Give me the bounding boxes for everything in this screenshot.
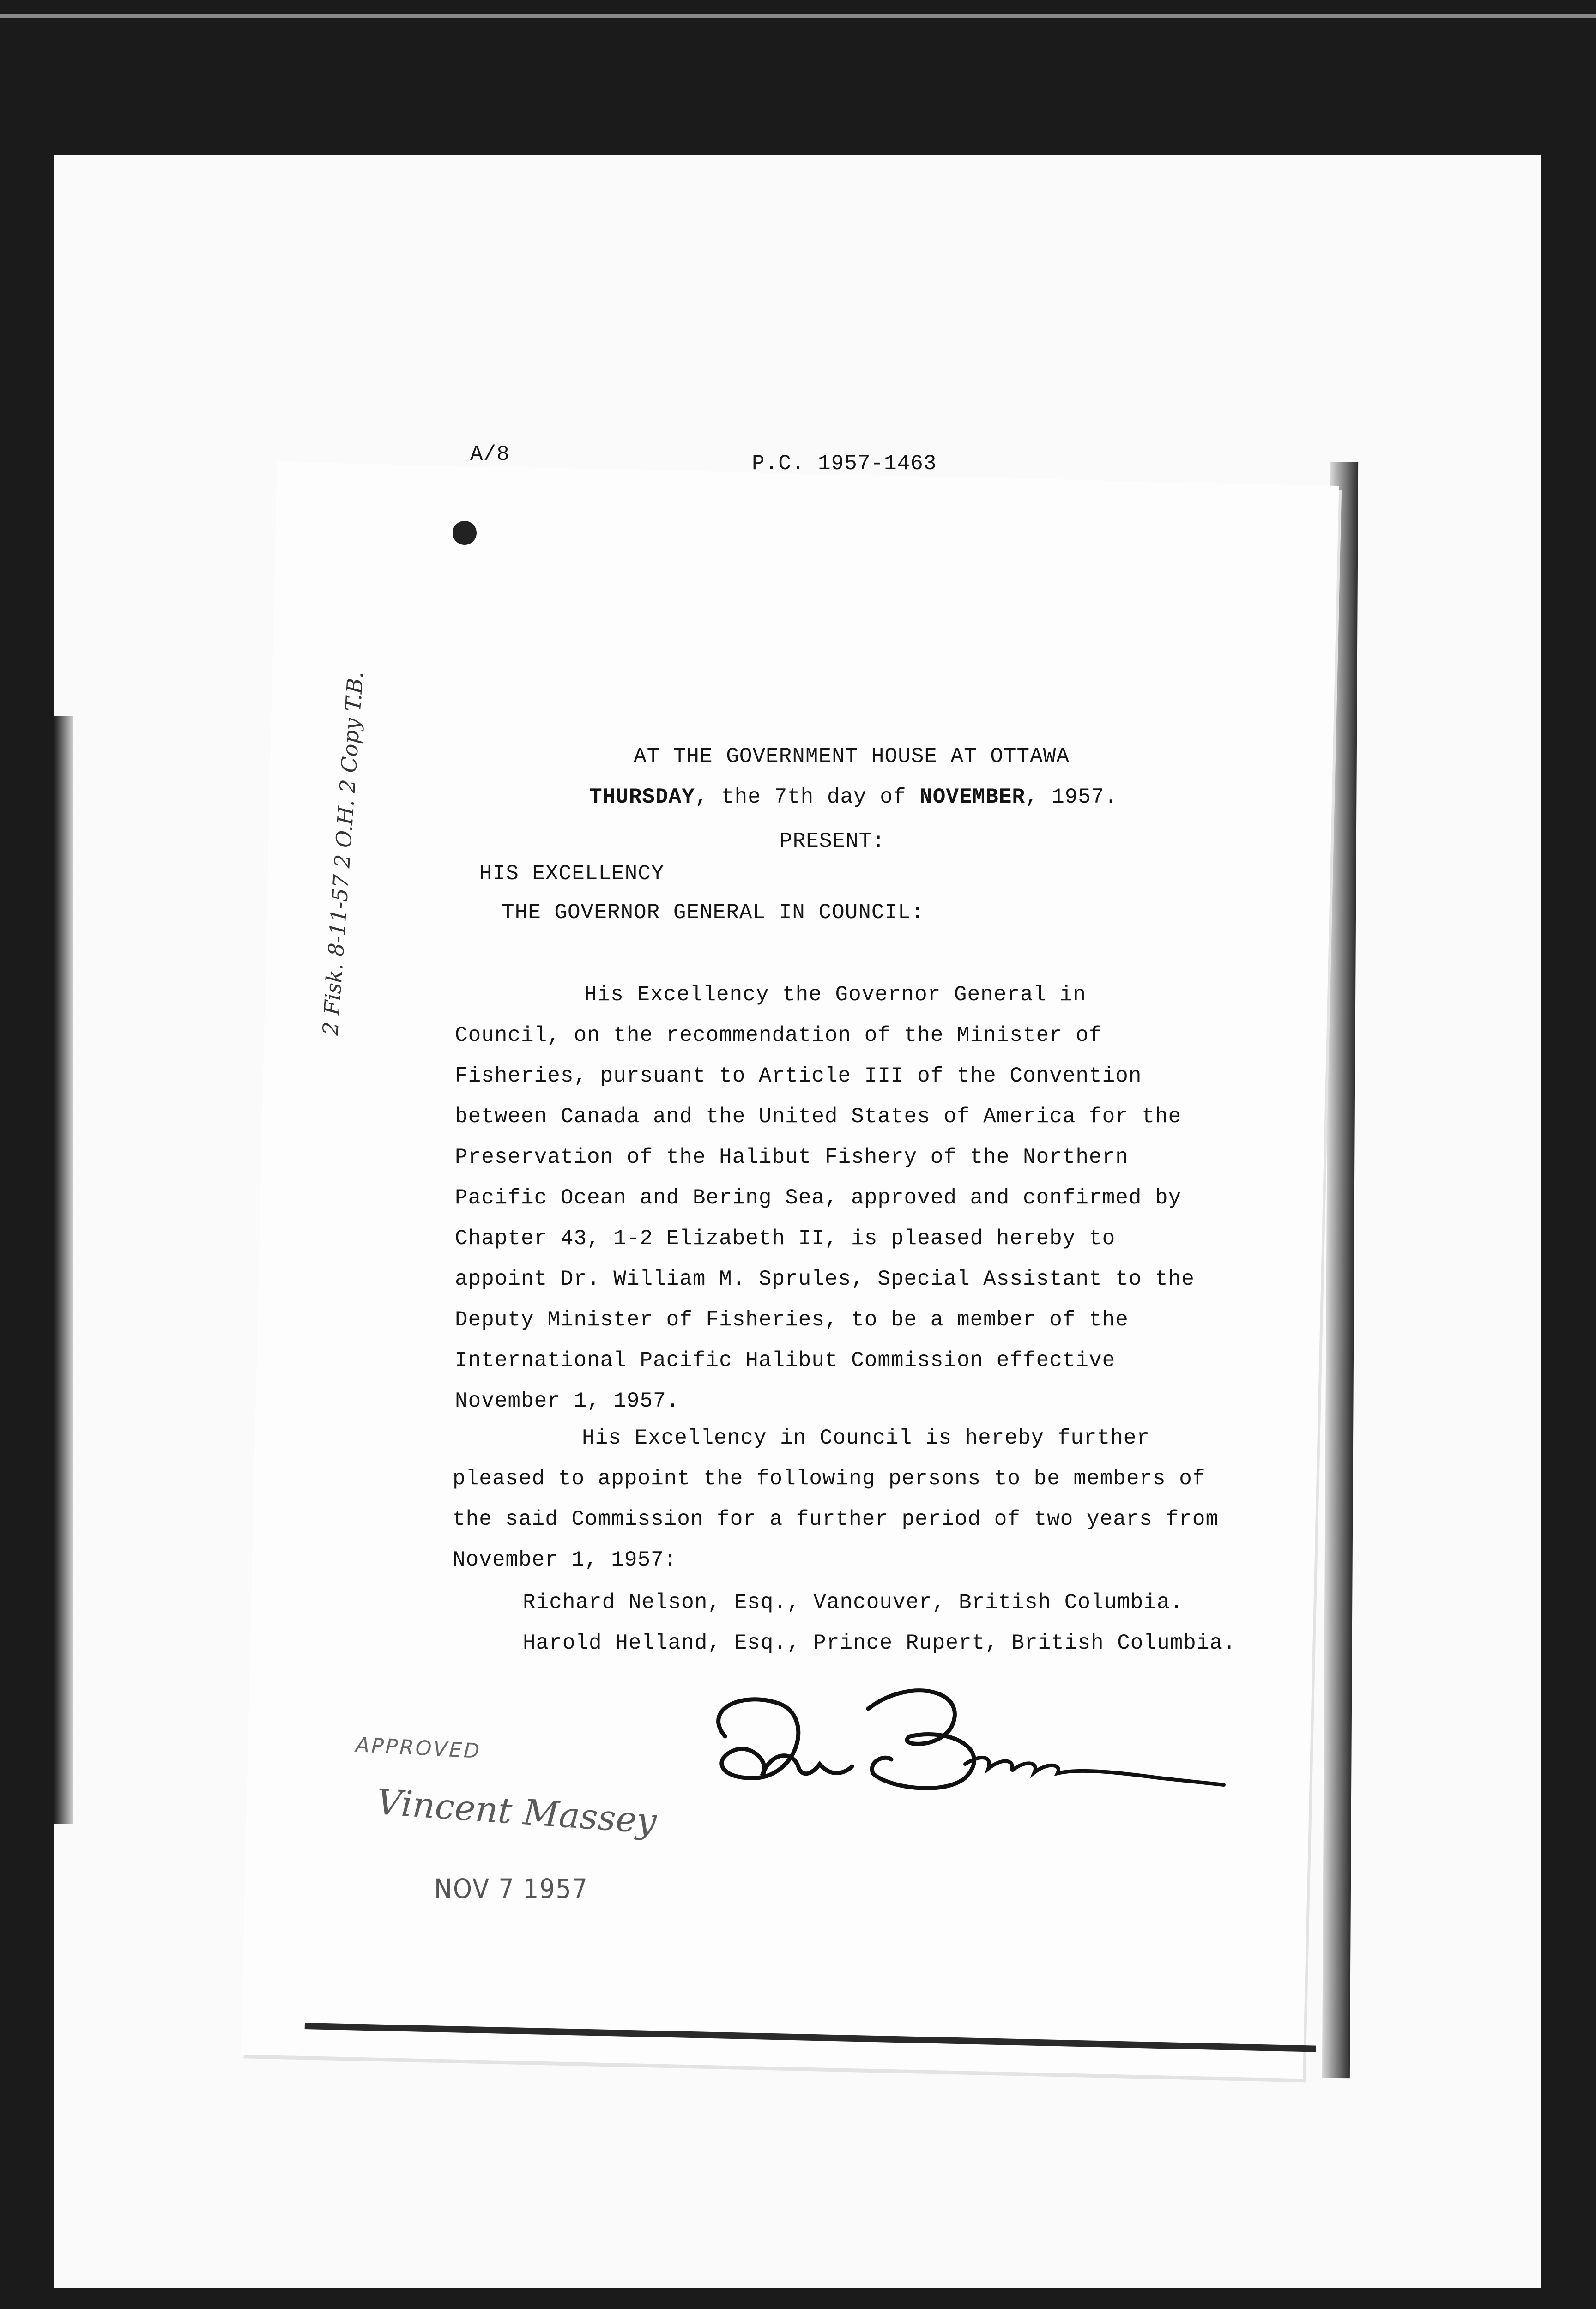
- paragraph-line: Council, on the recommendation of the Minister of: [455, 1023, 1102, 1047]
- approval-block: [355, 1733, 658, 1904]
- paragraph-line: between Canada and the United States of America for the: [455, 1105, 1182, 1129]
- governor-general-signature: Vincent Massey: [375, 1781, 658, 1842]
- order-in-council-number: P.C. 1957-1463: [752, 452, 937, 476]
- his-excellency-label: HIS EXCELLENCY: [479, 862, 665, 886]
- paragraph-line: the said Commission for a further period of two years from: [453, 1507, 1219, 1531]
- page-left-shadow: [54, 716, 73, 1824]
- heading-date-mid: , the 7th day of: [695, 785, 920, 809]
- paragraph-further-appointment: [453, 1418, 1219, 1580]
- paragraph-line: International Pacific Halibut Commission effective: [455, 1348, 1116, 1372]
- paragraph-line: appoint Dr. William M. Sprules, Special Assistant to the: [455, 1267, 1195, 1291]
- punch-hole: [453, 521, 477, 545]
- paragraph-line: His Excellency in Council is hereby further: [582, 1426, 1150, 1450]
- heading-day: THURSDAY: [589, 785, 695, 809]
- paragraph-line: November 1, 1957:: [453, 1548, 677, 1572]
- approval-date-stamp: NOV 7 1957: [434, 1873, 588, 1904]
- paragraph-line: His Excellency the Governor General in: [584, 983, 1086, 1007]
- paragraph-line: November 1, 1957.: [455, 1389, 680, 1413]
- heading-date: [589, 785, 1118, 809]
- prime-minister-signature: [693, 1681, 1238, 1810]
- appointee-list: [523, 1582, 1236, 1663]
- heading-month: NOVEMBER: [919, 785, 1025, 809]
- paragraph-line: pleased to appoint the following persons to be members of: [453, 1467, 1206, 1491]
- paragraph-line: Fisheries, pursuant to Article III of the Convention: [455, 1064, 1142, 1088]
- approved-label: APPROVED: [355, 1733, 482, 1764]
- paragraph-line: Pacific Ocean and Bering Sea, approved and confirmed by: [455, 1186, 1182, 1210]
- paragraph-line: Deputy Minister of Fisheries, to be a member of the: [455, 1308, 1129, 1332]
- appointee-item: Richard Nelson, Esq., Vancouver, British Columbia.: [523, 1590, 1184, 1614]
- heading-date-end: , 1957.: [1025, 785, 1118, 809]
- present-label: PRESENT:: [780, 829, 885, 853]
- paragraph-line: Preservation of the Halibut Fishery of the Northern: [455, 1145, 1129, 1169]
- handwritten-margin-note: 2 Fisk. 8-11-57 2 O.H. 2 Copy T.B.: [318, 670, 368, 1036]
- appointee-item: Harold Helland, Esq., Prince Rupert, British Columbia.: [523, 1631, 1236, 1655]
- paragraph-line: Chapter 43, 1-2 Elizabeth II, is pleased hereby to: [455, 1227, 1116, 1251]
- paragraph-appointment: [455, 974, 1195, 1421]
- reference-code: A/8: [470, 442, 510, 466]
- scan-top-edge: [0, 14, 1596, 18]
- governor-general-label: THE GOVERNOR GENERAL IN COUNCIL:: [502, 901, 925, 925]
- heading-location: AT THE GOVERNMENT HOUSE AT OTTAWA: [634, 744, 1070, 768]
